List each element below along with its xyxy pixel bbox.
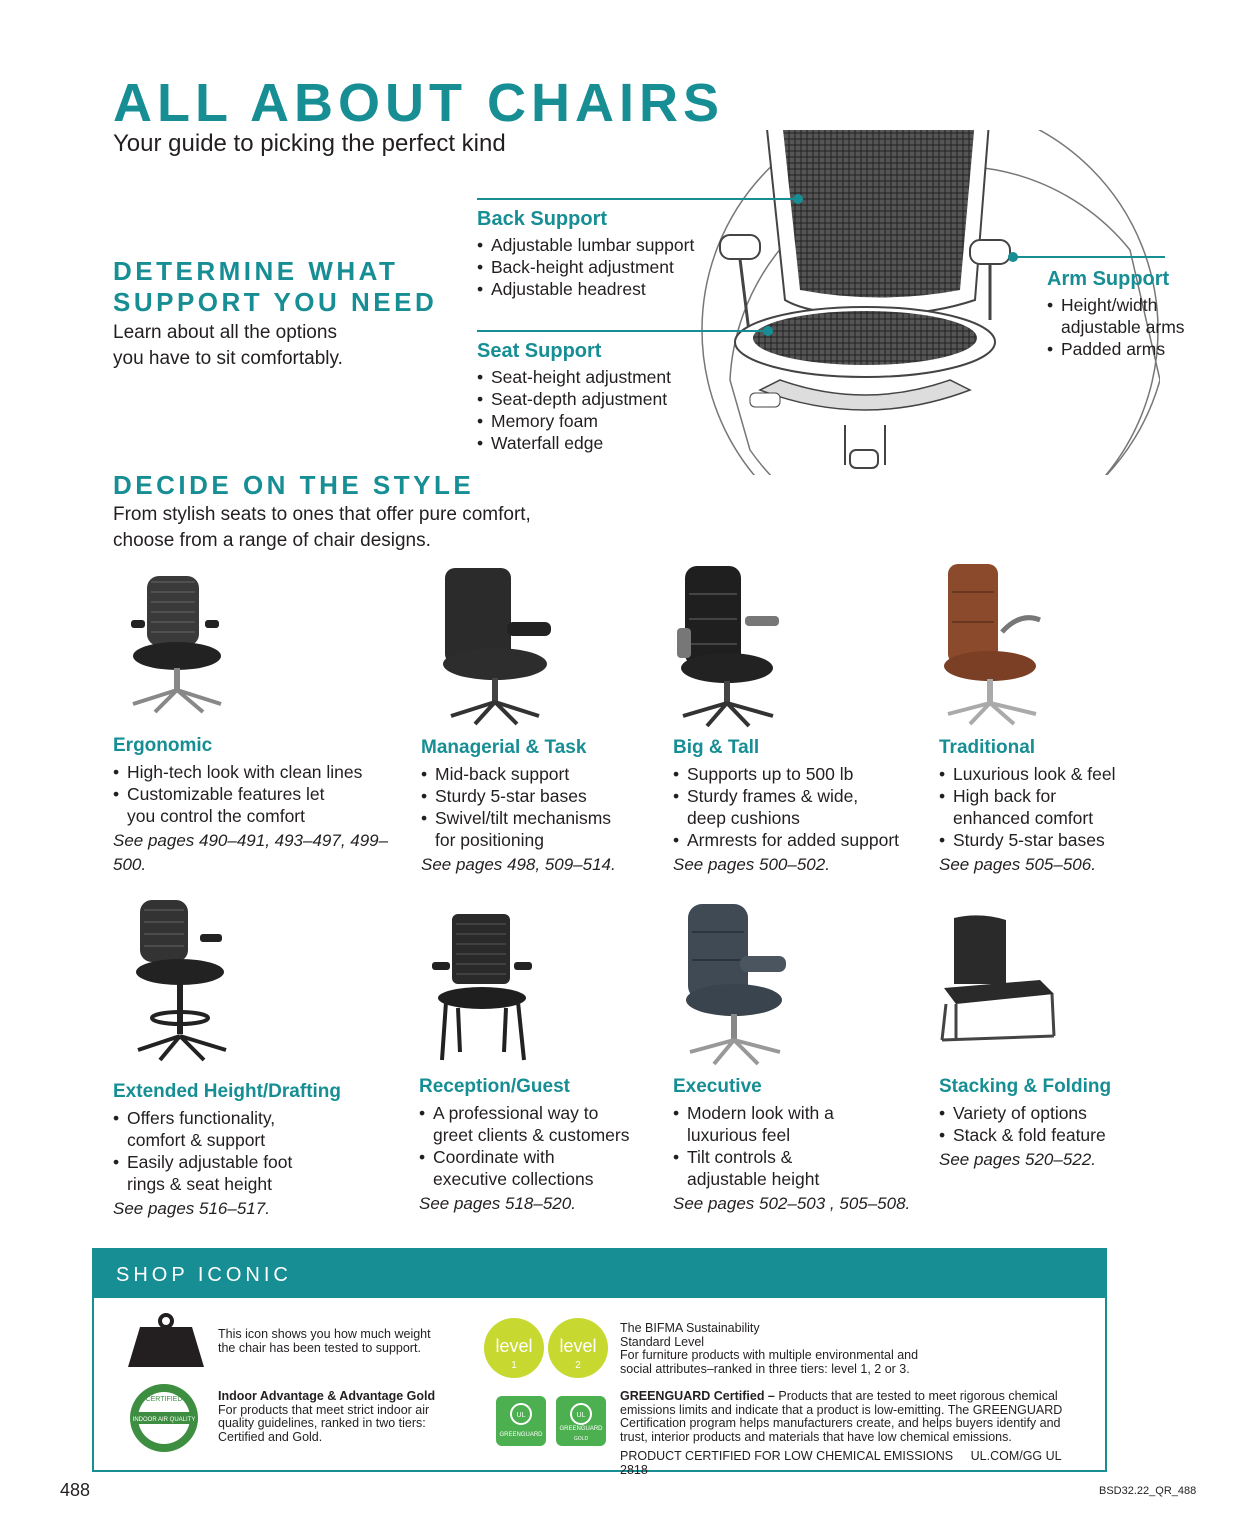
category-pages: See pages 516–517. (113, 1199, 270, 1218)
category-pages: See pages 490–491, 493–497, 499–500. (113, 831, 389, 874)
category-pages: See pages 502–503 , 505–508. (673, 1194, 911, 1213)
ul-text-1: UL (516, 1412, 526, 1419)
arm-support-block (1047, 268, 1207, 360)
indoor-text-line1: For products that meet strict indoor air (218, 1402, 430, 1417)
category-title: Ergonomic (113, 735, 213, 756)
list-item: • Coordinate with executive collections (419, 1146, 614, 1190)
catalog-code: BSD32.22_QR_488 (1099, 1485, 1197, 1497)
seat-support-title: Seat Support (477, 340, 602, 362)
level-word-2: level (559, 1336, 597, 1356)
list-item: • A professional way to greet clients & customers (419, 1102, 634, 1146)
list-item: • Adjustable lumbar support (477, 234, 694, 256)
category-list (673, 763, 913, 851)
category-pages: See pages 520–522. (939, 1150, 1096, 1169)
level-1-number: 1 (511, 1360, 517, 1371)
category-list (113, 1107, 373, 1195)
page-number: 488 (60, 1480, 91, 1500)
list-item: • Sturdy 5-star bases (939, 829, 1139, 851)
style-intro (113, 502, 531, 554)
seat-support-callout-dot (763, 326, 773, 336)
bifma-sub: Standard Level (620, 1334, 705, 1349)
category-title: Traditional (939, 737, 1036, 758)
support-heading (113, 256, 437, 318)
category-list (421, 763, 631, 851)
seat-support-list (477, 366, 671, 454)
ergonomic-chair-image (125, 572, 235, 717)
bifma-text-line1: For furniture products with multiple environmental and (620, 1348, 919, 1362)
greenguard-text-line4: trust, interior products and materials that have low chemical emissions. (620, 1429, 1012, 1444)
bifma-title: The BIFMA Sustainability (620, 1321, 760, 1335)
list-item: • Swivel/tilt mechanisms for positioning (421, 807, 621, 851)
list-item: • High-tech look with clean lines (113, 761, 413, 783)
style-intro-line2: choose from a range of chair designs. (113, 530, 431, 551)
greenguard-text-1: GREENGUARD (499, 1432, 543, 1438)
greenguard-footer: PRODUCT CERTIFIED FOR LOW CHEMICAL EMISSIONS (620, 1449, 954, 1463)
seat-support-block (477, 340, 671, 454)
list-item: • Back-height adjustment (477, 256, 694, 278)
indoor-text-line2: quality guidelines, ranked in two tiers: (218, 1416, 426, 1430)
category-list (419, 1102, 649, 1190)
shop-iconic-title: SHOP ICONIC (116, 1264, 292, 1286)
greenguard-gold-text: GOLD (573, 1436, 589, 1442)
list-item: • Memory foam (477, 410, 671, 432)
support-heading-line2: SUPPORT YOU NEED (113, 287, 438, 317)
category-managerial (421, 737, 631, 877)
back-support-callout-dot (793, 194, 803, 204)
greenguard-badges-icon (494, 1394, 610, 1448)
support-heading-line1: DETERMINE WHAT (113, 256, 399, 286)
category-list (939, 763, 1139, 851)
category-ergonomic (113, 735, 413, 877)
shop-iconic-box (92, 1248, 1107, 1477)
reception-chair-image (428, 912, 538, 1062)
category-stacking (939, 1076, 1159, 1172)
support-intro-line1: Learn about all the options (113, 322, 337, 343)
list-item: • Sturdy frames & wide, deep cushions (673, 785, 873, 829)
list-item: • Armrests for added support (673, 829, 913, 851)
greenguard-text-line2: emissions limits and indicate that a product is low-emitting. The GREENGUARD (620, 1402, 1063, 1417)
arm-support-list (1047, 294, 1207, 360)
list-item: • Offers functionality, comfort & support (113, 1107, 293, 1151)
category-title: Executive (673, 1076, 762, 1097)
category-title: Reception/Guest (419, 1076, 570, 1097)
category-drafting (113, 1081, 373, 1221)
list-item: • Stack & fold feature (939, 1124, 1159, 1146)
greenguard-text-line1: Products that are tested to meet rigorous chemical (778, 1389, 1058, 1403)
greenguard-title: GREENGUARD Certified – (620, 1389, 775, 1403)
stacking-chair-image (940, 914, 1060, 1044)
category-title: Extended Height/Drafting (113, 1081, 342, 1102)
list-item: • Seat-depth adjustment (477, 388, 671, 410)
category-title: Managerial & Task (421, 737, 587, 758)
category-executive (673, 1076, 913, 1216)
back-support-list (477, 234, 694, 300)
list-item: • Adjustable headrest (477, 278, 694, 300)
page-title: ALL ABOUT CHAIRS (113, 73, 724, 133)
page-subtitle: Your guide to picking the perfect kind (113, 130, 506, 157)
badge-certified-text: CERTIFIED (145, 1396, 183, 1403)
bifma-text-line2: social attributes–ranked in three tiers: level 1, 2 or 3. (620, 1361, 910, 1376)
list-item: • Supports up to 500 lb (673, 763, 913, 785)
ul-text-2: UL (576, 1412, 586, 1419)
style-heading: DECIDE ON THE STYLE (113, 470, 475, 500)
greenguard-url: UL.COM/GG UL 2818 (620, 1449, 1062, 1477)
arm-support-title: Arm Support (1047, 268, 1170, 290)
greenguard-text (620, 1390, 1090, 1477)
arm-support-callout-dot (1008, 252, 1018, 262)
back-support-callout-line (477, 198, 800, 200)
category-title: Big & Tall (673, 737, 760, 758)
category-pages: See pages 498, 509–514. (421, 855, 616, 874)
list-item: • Padded arms (1047, 338, 1207, 360)
category-reception (419, 1076, 649, 1216)
level-badges-icon (482, 1316, 610, 1380)
weight-icon (126, 1313, 206, 1369)
greenguard-text-line3: Certification program helps manufacturers create, and helps buyers identify and (620, 1416, 1061, 1430)
seat-support-callout-line (477, 330, 767, 332)
badge-main-text: INDOOR AIR QUALITY (132, 1417, 196, 1423)
style-intro-line1: From stylish seats to ones that offer pure comfort, (113, 504, 531, 525)
category-big-tall (673, 737, 913, 877)
indoor-advantage-title: Indoor Advantage & Advantage Gold (218, 1389, 436, 1403)
list-item: • Luxurious look & feel (939, 763, 1139, 785)
big-tall-chair-image (675, 564, 785, 729)
category-title: Stacking & Folding (939, 1076, 1112, 1097)
list-item: • Tilt controls & adjustable height (673, 1146, 848, 1190)
list-item: • Variety of options (939, 1102, 1159, 1124)
category-list (113, 761, 413, 827)
level-word-1: level (495, 1336, 533, 1356)
back-support-block (477, 208, 694, 300)
category-pages: See pages 505–506. (939, 855, 1096, 874)
category-pages: See pages 518–520. (419, 1194, 576, 1213)
list-item: • Height/width adjustable arms (1047, 294, 1207, 338)
support-intro-line2: you have to sit comfortably. (113, 348, 343, 369)
bifma-text (620, 1322, 918, 1376)
indoor-advantage-text (218, 1390, 435, 1444)
category-traditional (939, 737, 1139, 877)
list-item: • Customizable features let you control the comfort (113, 783, 343, 827)
weight-text-line1: This icon shows you how much weight (218, 1327, 431, 1341)
indoor-text-line3: Certified and Gold. (218, 1429, 323, 1444)
list-item: • Modern look with a luxurious feel (673, 1102, 843, 1146)
list-item: • Sturdy 5-star bases (421, 785, 631, 807)
indoor-air-quality-badge-icon (128, 1382, 200, 1454)
list-item: • Waterfall edge (477, 432, 671, 454)
category-list (939, 1102, 1159, 1146)
weight-icon-text (218, 1328, 431, 1355)
managerial-chair-image (435, 566, 555, 726)
drafting-chair-image (130, 898, 235, 1063)
back-support-title: Back Support (477, 208, 608, 230)
shop-iconic-header (94, 1250, 1105, 1298)
list-item: • Easily adjustable foot rings & seat height (113, 1151, 313, 1195)
list-item: • Mid-back support (421, 763, 631, 785)
category-pages: See pages 500–502. (673, 855, 830, 874)
level-2-number: 2 (575, 1360, 581, 1371)
weight-text-line2: the chair has been tested to support. (218, 1340, 421, 1355)
executive-chair-image (680, 902, 795, 1067)
arm-support-callout-line (1012, 256, 1165, 258)
list-item: • High back for enhanced comfort (939, 785, 1104, 829)
list-item: • Seat-height adjustment (477, 366, 671, 388)
traditional-chair-image (940, 562, 1050, 727)
greenguard-text-2: GREENGUARD (559, 1426, 603, 1432)
category-list (673, 1102, 913, 1190)
support-intro (113, 320, 343, 372)
